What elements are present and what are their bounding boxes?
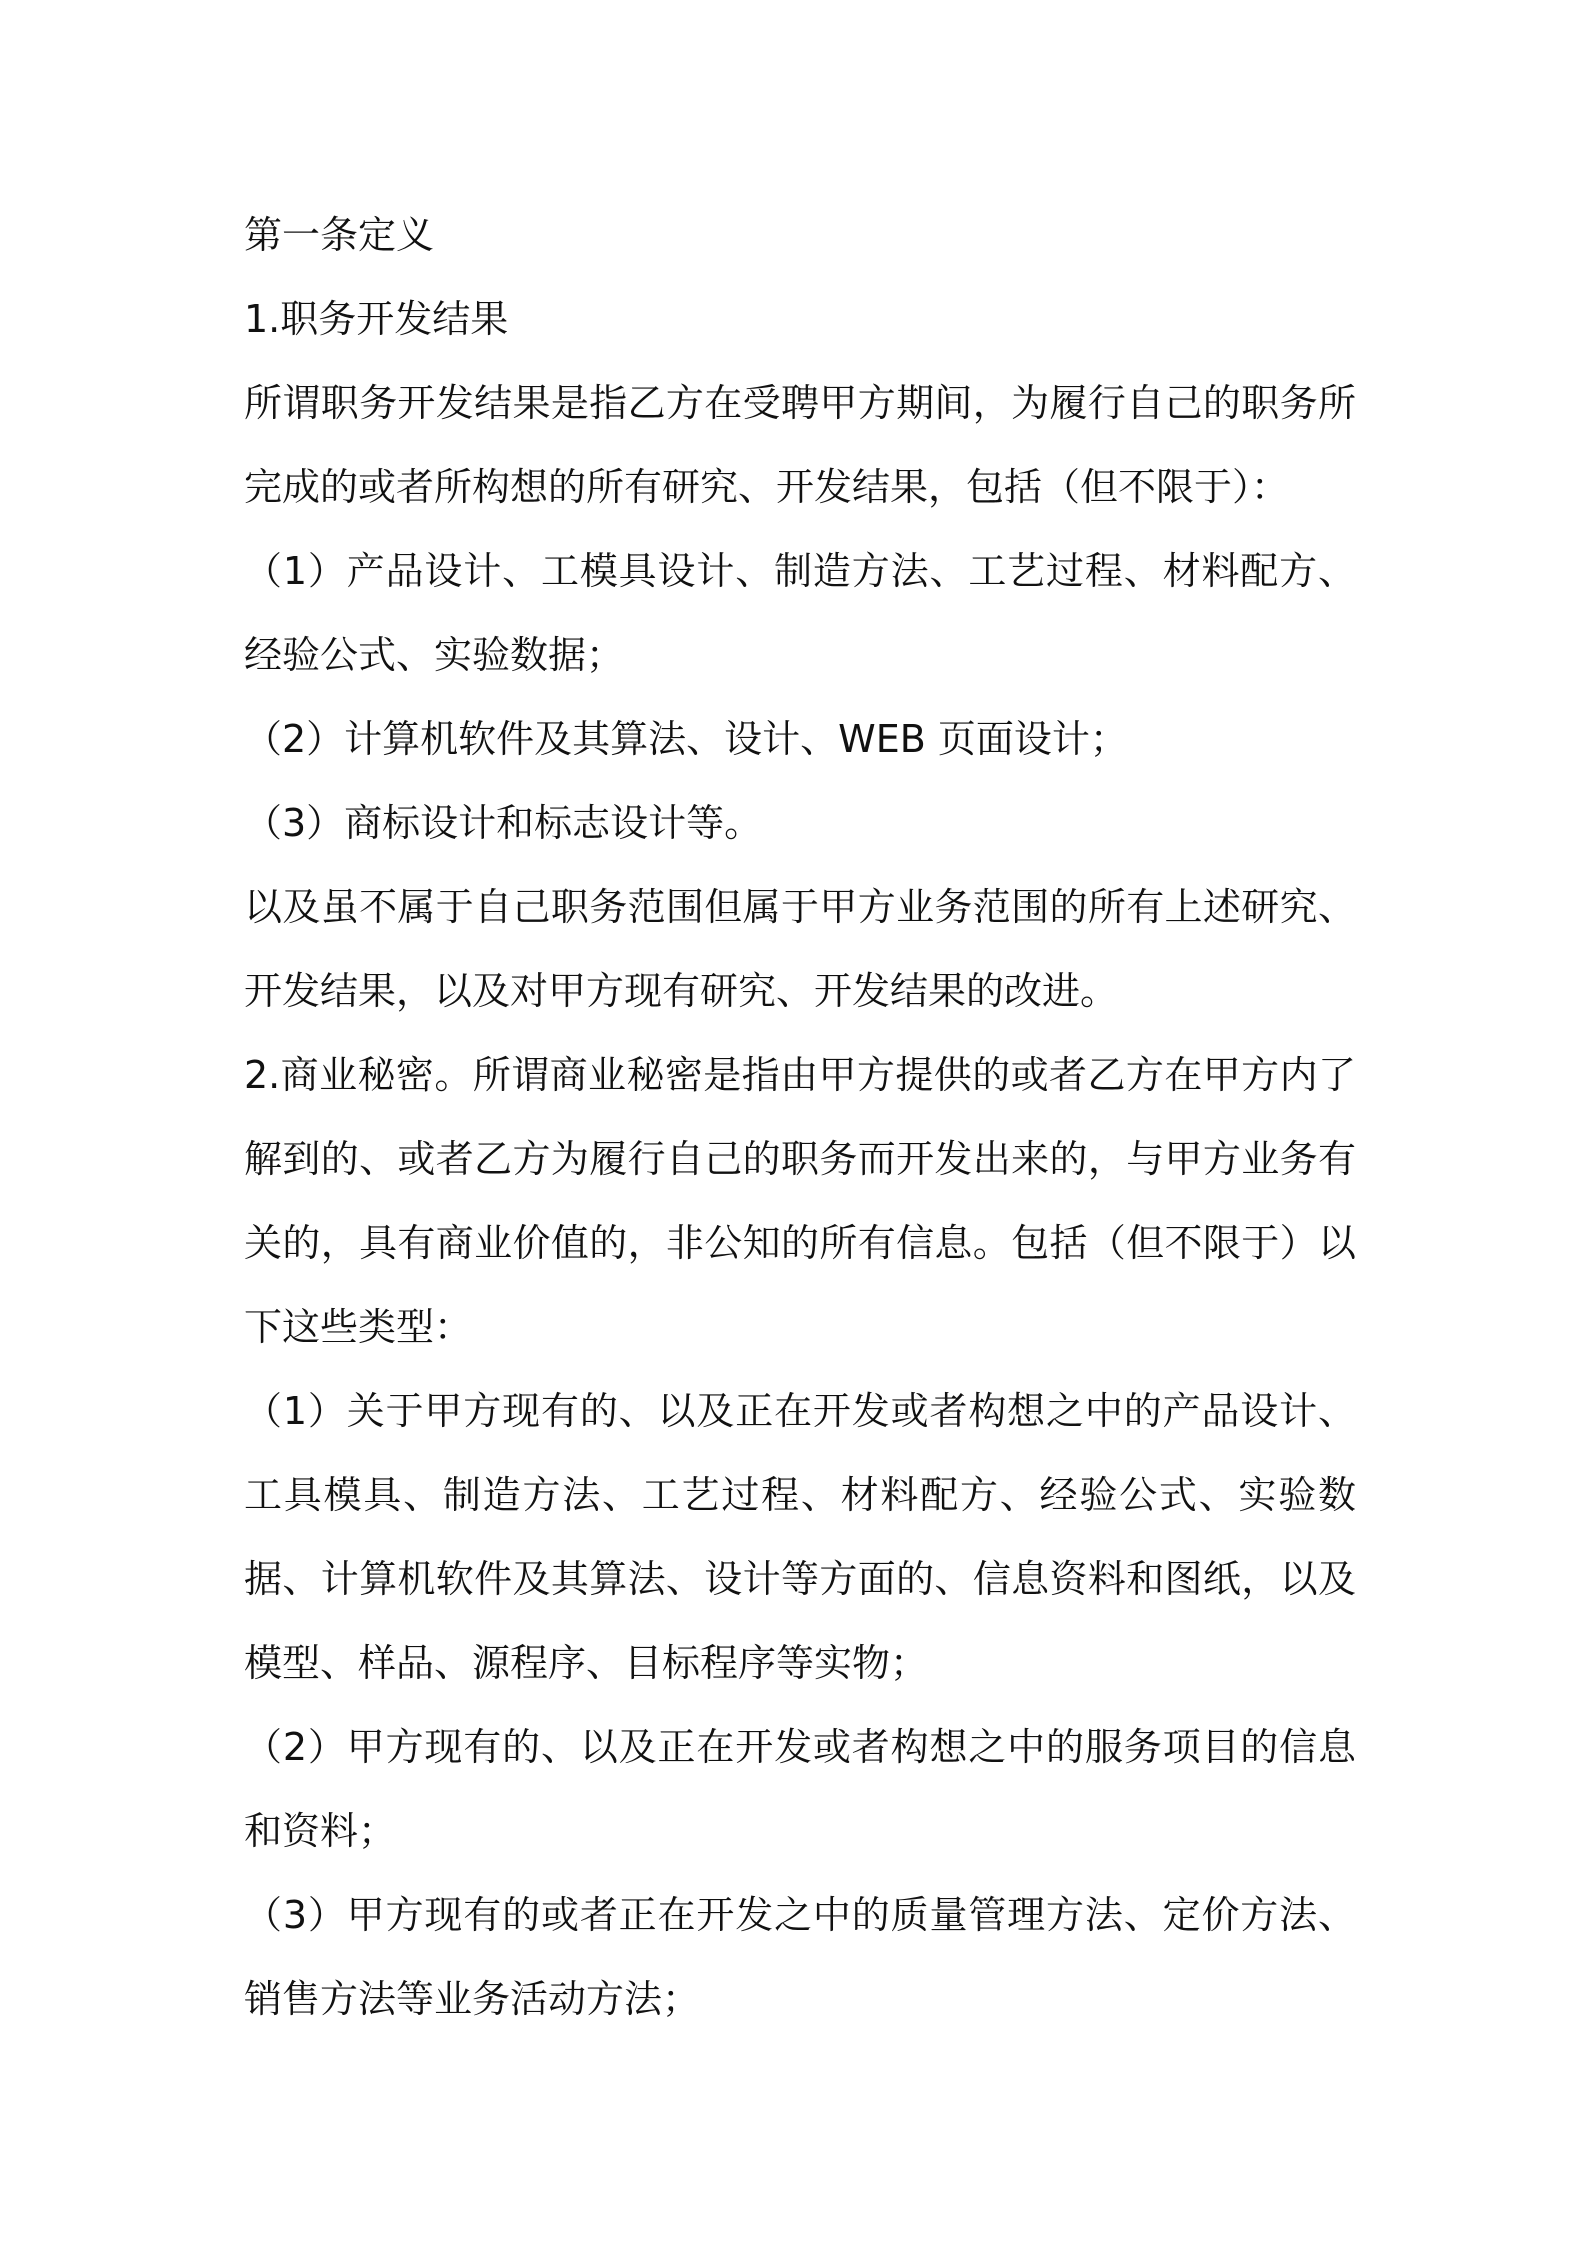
definition-paragraph: 以及虽不属于自己职务范围但属于甲方业务范围的所有上述研究、开发结果，以及对甲方现有研究、开发结果的改进。 xyxy=(244,885,1356,1013)
document-page xyxy=(244,193,1356,2041)
subsection-heading-1: 1.职务开发结果 xyxy=(244,297,509,341)
subsection-paragraph-2: 2.商业秘密。所谓商业秘密是指由甲方提供的或者乙方在甲方内了解到的、或者乙方为履行自己的职务而开发出来的，与甲方业务有关的，具有商业价值的，非公知的所有信息。包括（但不限于）以下这些类型： xyxy=(244,1053,1356,1349)
list-item: （3）甲方现有的或者正在开发之中的质量管理方法、定价方法、销售方法等业务活动方法； xyxy=(244,1893,1356,2021)
list-item: （2）甲方现有的、以及正在开发或者构想之中的服务项目的信息和资料； xyxy=(244,1725,1356,1853)
list-item: （1）产品设计、工模具设计、制造方法、工艺过程、材料配方、经验公式、实验数据； xyxy=(244,549,1356,677)
list-item: （3）商标设计和标志设计等。 xyxy=(244,801,763,845)
list-item: （1）关于甲方现有的、以及正在开发或者构想之中的产品设计、工具模具、制造方法、工艺过程、材料配方、经验公式、实验数据、计算机软件及其算法、设计等方面的、信息资料和图纸，以及模型、样品、源程序、目标程序等实物； xyxy=(244,1389,1356,1685)
section-heading: 第一条定义 xyxy=(244,213,435,257)
definition-paragraph: 所谓职务开发结果是指乙方在受聘甲方期间，为履行自己的职务所完成的或者所构想的所有研究、开发结果，包括（但不限于）： xyxy=(244,381,1356,509)
list-item: （2）计算机软件及其算法、设计、WEB 页面设计； xyxy=(244,717,1128,761)
